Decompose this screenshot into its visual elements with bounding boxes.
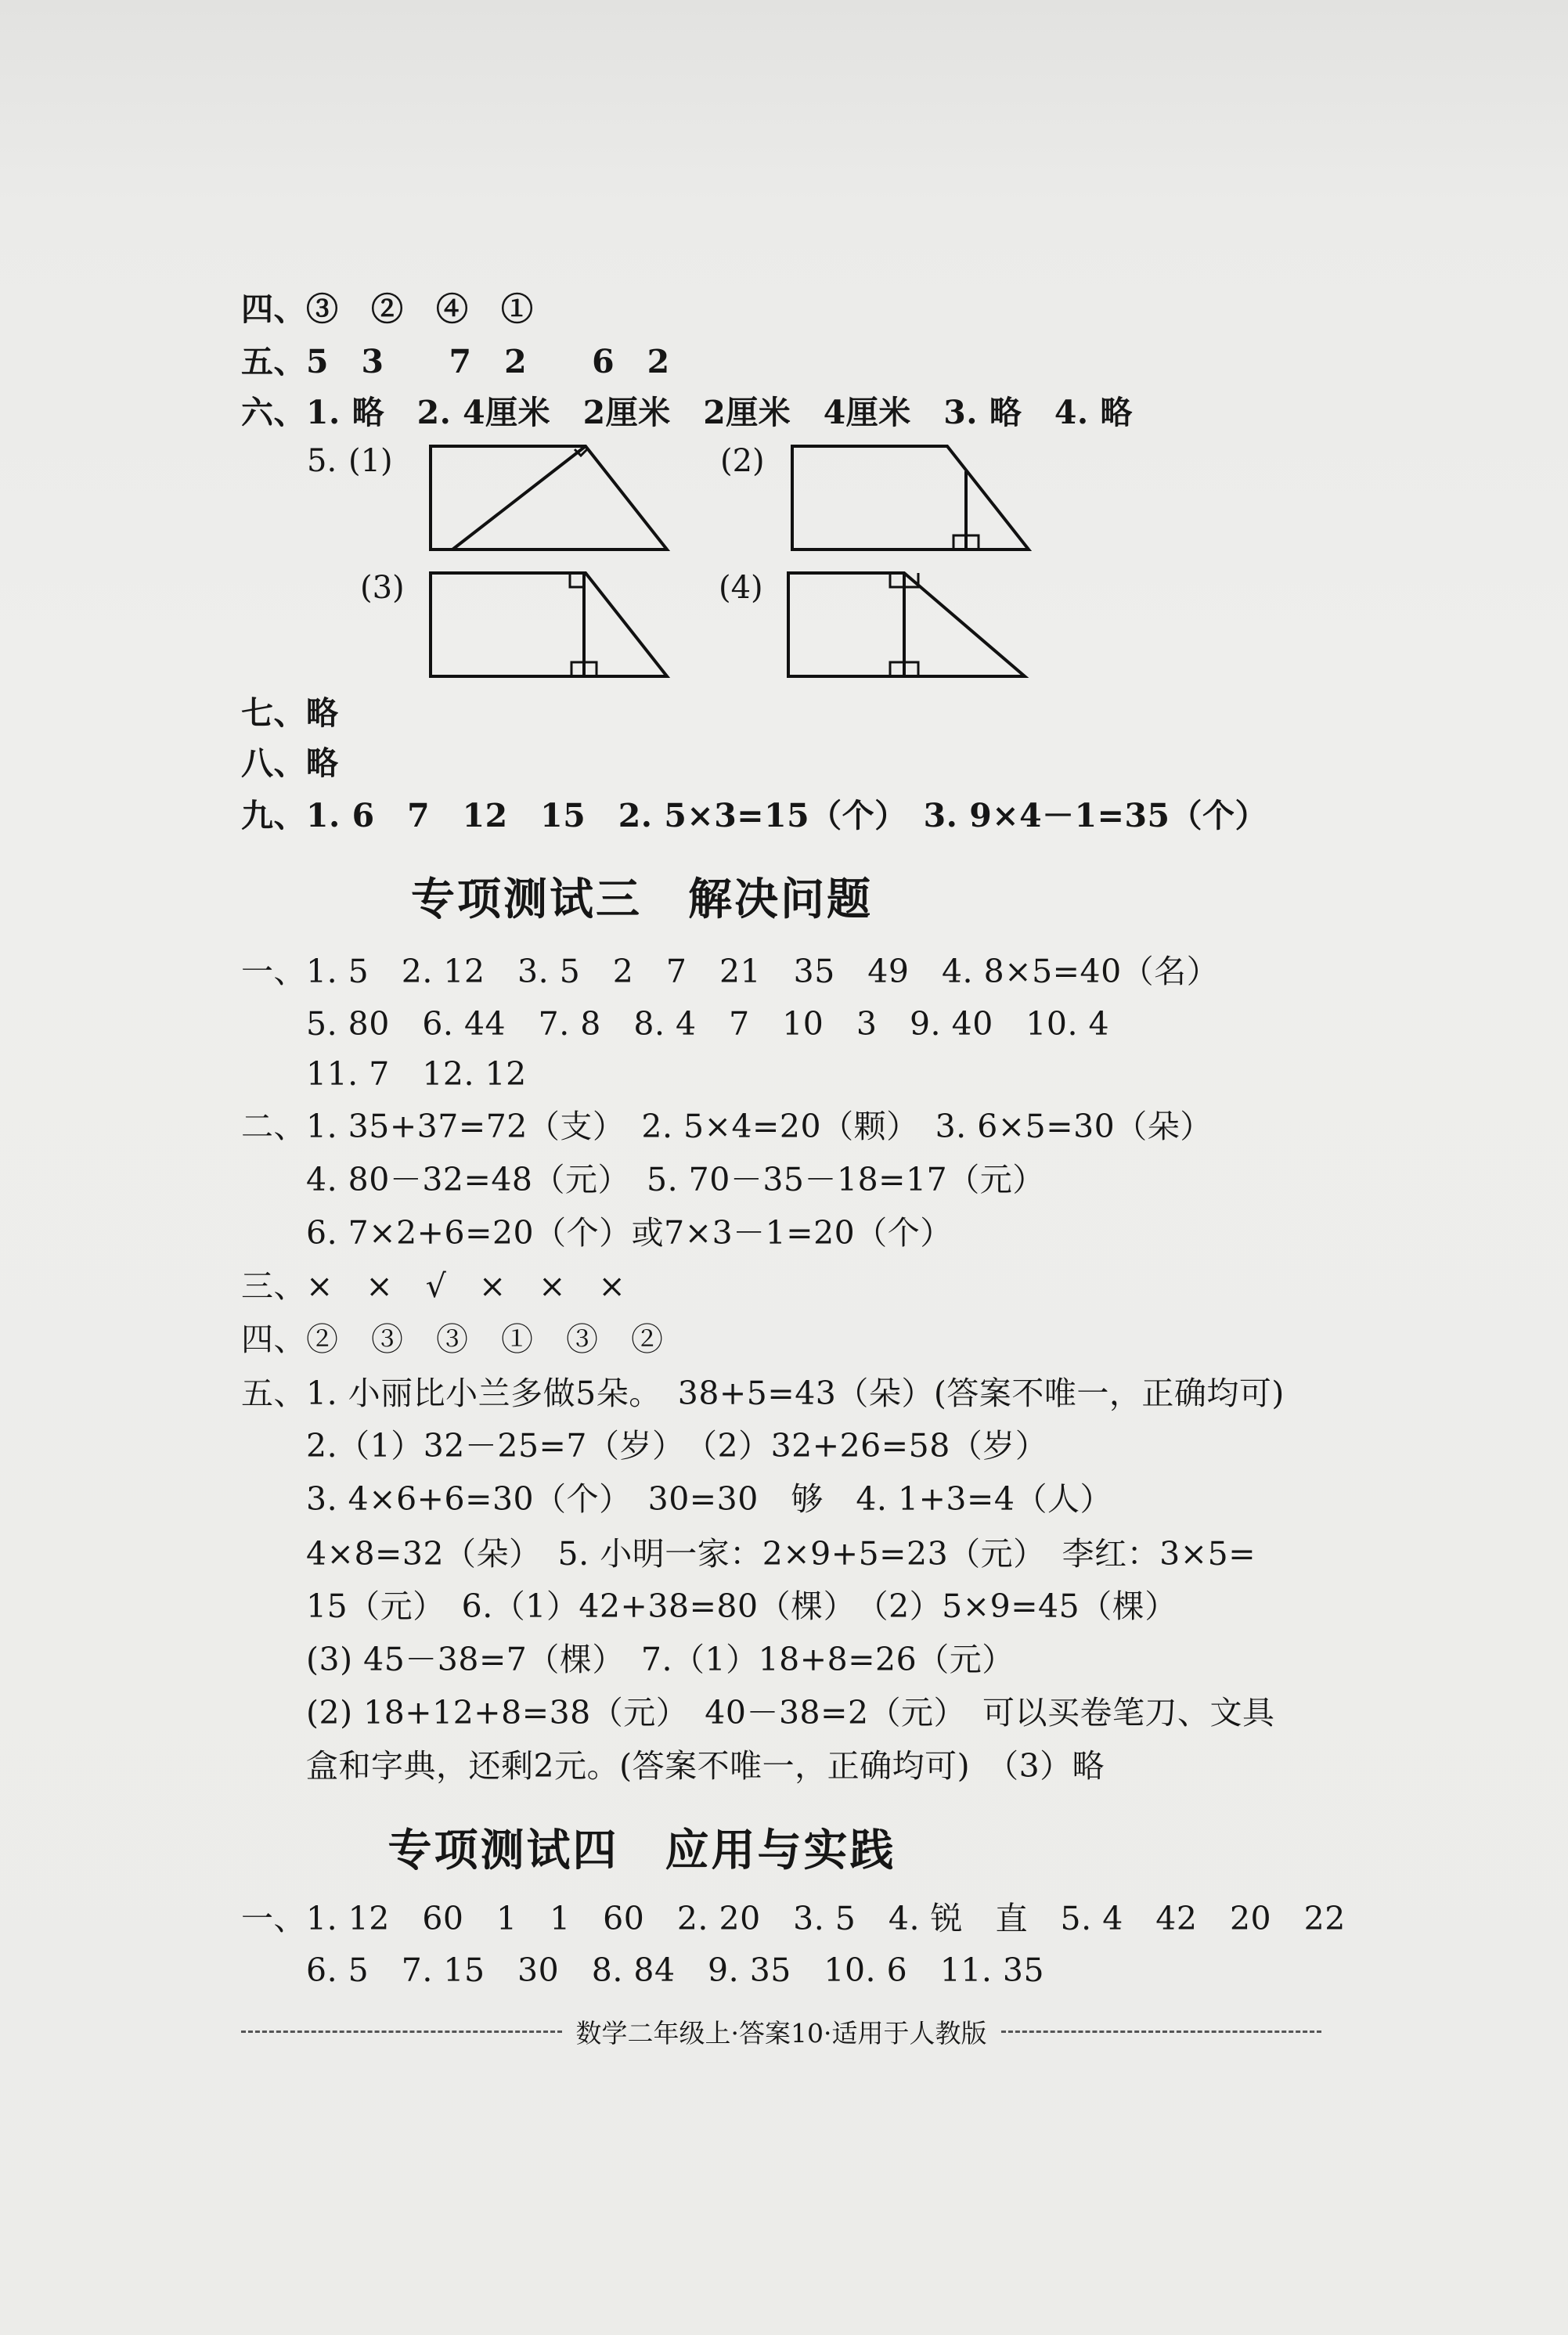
footer-rule-right [1001, 2031, 1322, 2033]
s3-line-1: 一、1. 5 2. 12 3. 5 2 7 21 35 49 4. 8×5=40（名） [241, 953, 1220, 990]
figure-1-trapezoid-diagonal [429, 443, 679, 553]
figure-2-trapezoid-height [791, 443, 1041, 553]
s3-line-2: 5. 80 6. 44 7. 8 8. 4 7 10 3 9. 40 10. 4 [241, 1005, 1110, 1043]
s3-line-16: 盒和字典，还剩2元。(答案不唯一，正确均可) （3）略 [241, 1747, 1105, 1785]
figure-label-2: (2) [720, 443, 765, 479]
figure-label-1: (1) [348, 443, 393, 479]
s3-line-10: 2.（1）32－25=7（岁） （2）32+26=58（岁） [241, 1427, 1048, 1465]
answer-five: 五、5 3 7 2 6 2 [241, 343, 670, 380]
s3-line-14: (3) 45－38=7（棵） 7.（1）18+8=26（元） [241, 1641, 1015, 1678]
answer-six: 六、1. 略 2. 4厘米 2厘米 2厘米 4厘米 3. 略 4. 略 [241, 394, 1133, 431]
s3-line-6: 6. 7×2+6=20（个）或7×3－1=20（个） [241, 1214, 953, 1252]
s3-line-15: (2) 18+12+8=38（元） 40－38=2（元） 可以买卷笔刀、文具 [241, 1694, 1275, 1731]
s3-line-12: 4×8=32（朵） 5. 小明一家：2×9+5=23（元） 李红：3×5= [241, 1535, 1256, 1573]
s3-line-9: 五、1. 小丽比小兰多做5朵。 38+5=43（朵）(答案不唯一，正确均可) [241, 1375, 1285, 1412]
answer-seven: 七、略 [241, 694, 339, 732]
s3-line-4: 二、1. 35+37=72（支） 2. 5×4=20（颗） 3. 6×5=30（朵） [241, 1108, 1213, 1145]
footer-rule-left [241, 2031, 562, 2033]
s3-line-3: 11. 7 12. 12 [241, 1055, 527, 1093]
section-title-3: 专项测试三 解决问题 [411, 874, 873, 925]
s3-line-7: 三、× × √ × × × [241, 1267, 626, 1305]
figure-3-trapezoid-height-top [429, 570, 679, 679]
s4-line-2: 6. 5 7. 15 30 8. 84 9. 35 10. 6 11. 35 [241, 1951, 1045, 1989]
s3-line-5: 4. 80－32=48（元） 5. 70－35－18=17（元） [241, 1161, 1045, 1198]
figure-label-4: (4) [719, 570, 763, 606]
s4-line-1: 一、1. 12 60 1 1 60 2. 20 3. 5 4. 锐 直 5. 4 42 20 22 [241, 1900, 1346, 1937]
figure-4-trapezoid-height-mid [787, 570, 1037, 679]
s3-line-13: 15（元） 6.（1）42+38=80（棵） （2）5×9=45（棵） [241, 1587, 1177, 1625]
s3-line-8: 四、② ③ ③ ① ③ ② [241, 1321, 664, 1358]
answer-nine: 九、1. 6 7 12 15 2. 5×3=15（个） 3. 9×4－1=35（个） [241, 797, 1268, 834]
answer-four: 四、③ ② ④ ① [241, 290, 534, 328]
section-title-4: 专项测试四 应用与实践 [387, 1825, 896, 1876]
answer-six-5-label: 5. [307, 443, 337, 479]
figure-label-3: (3) [360, 570, 405, 606]
s3-line-11: 3. 4×6+6=30（个） 30=30 够 4. 1+3=4（人） [241, 1480, 1112, 1518]
footer-text: 数学二年级上·答案10·适用于人教版 [575, 2018, 987, 2049]
answer-eight: 八、略 [241, 744, 339, 782]
page-footer [241, 2013, 1321, 2050]
